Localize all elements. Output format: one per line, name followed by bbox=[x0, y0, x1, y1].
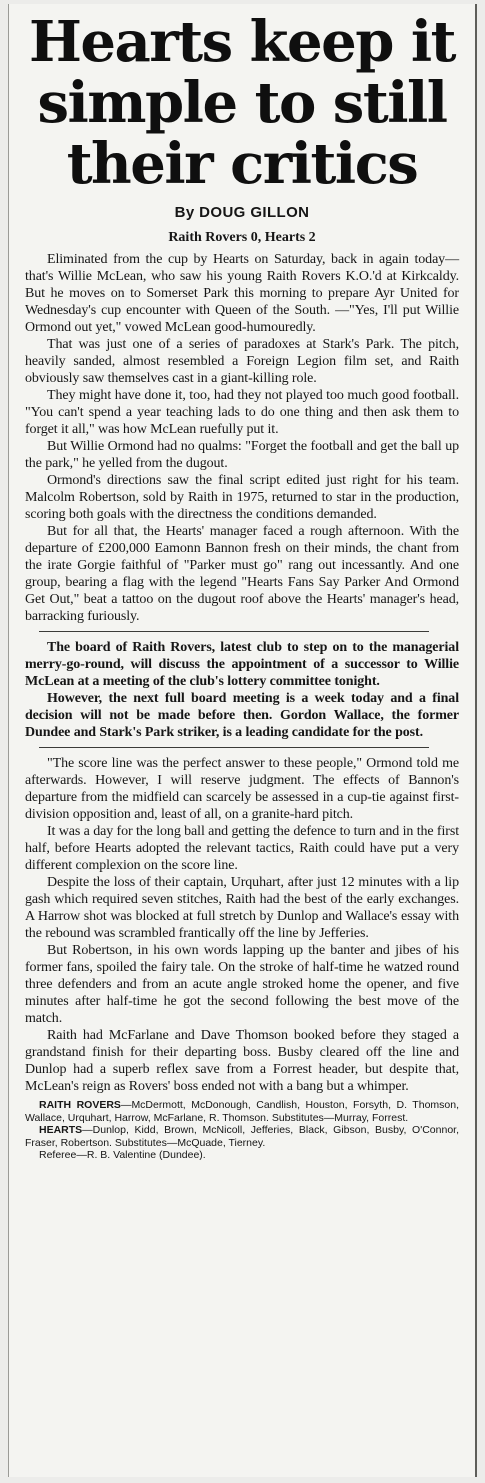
divider-rule bbox=[39, 631, 429, 632]
paragraph: That was just one of a series of paradoxes at Stark's Park. The pitch, heavily sanded, almost resembled a Foreign Legion film set, and Raith obviously saw themselves cast in a giant-killing role. bbox=[25, 337, 459, 386]
insert-paragraph: However, the next full board meeting is a week today and a final decision will not be made before then. Gordon Wallace, the former Dundee and Stark's Park striker, is a leading candidate for the post. bbox=[25, 691, 459, 740]
paragraph: "The score line was the perfect answer to these people," Ormond told me afterwards. However, I will reserve judgment. The effects of Bannon's departure from the midfield can scarcely be assessed in a cup-tie against first-division opposition and, least of all, on a granite-hard pitch. bbox=[25, 756, 459, 822]
newspaper-clipping bbox=[8, 4, 477, 1477]
news-insert bbox=[25, 639, 459, 741]
hearts-label: HEARTS bbox=[39, 1124, 83, 1136]
raith-label: RAITH ROVERS bbox=[39, 1099, 121, 1111]
team-lineups bbox=[25, 1099, 459, 1162]
headline-line-3: their critics bbox=[66, 131, 418, 197]
byline: By DOUG GILLON bbox=[174, 204, 310, 221]
raith-players: —McDermott, McDonough, Candlish, Houston, Forsyth, D. Thomson, Wallace, Urquhart, Harrow, McFarlane, R. Thomson. Substitutes—Murray, Forrest. bbox=[25, 1099, 459, 1124]
raith-lineup bbox=[25, 1099, 459, 1124]
paragraph: But Robertson, in his own words lapping up the banter and jibes of his former fans, spoiled the fairy tale. On the stroke of half-time he watzed round three defenders and from an acute angle stroked home the opener, and five minutes after half-time he got the second following the best move of the match. bbox=[25, 943, 459, 1026]
insert-paragraph: The board of Raith Rovers, latest club to step on to the managerial merry-go-round, will discuss the appointment of a successor to Willie McLean at a meeting of the club's lottery committee tonight. bbox=[25, 640, 459, 689]
score-line: Raith Rovers 0, Hearts 2 bbox=[168, 230, 316, 245]
paragraph: Eliminated from the cup by Hearts on Saturday, back in again today—that's Willie McLean, who saw his young Raith Rovers K.O.'d at Kirkcaldy. But he moves on to Somerset Park this morning to prepare Ayr United for Wednesday's cup encounter with Queen of the South. —"Yes, I'll put Willie Ormond out yet," vowed McLean good-humouredly. bbox=[25, 252, 459, 335]
headline-line-2: simple to still bbox=[37, 70, 447, 136]
hearts-lineup bbox=[25, 1124, 459, 1149]
paragraph: But Willie Ormond had no qualms: "Forget the football and get the ball up the park," he yelled from the dugout. bbox=[25, 439, 459, 471]
hearts-players: —Dunlop, Kidd, Brown, McNicoll, Jefferies, Black, Gibson, Busby, O'Connor, Fraser, Robertson. Substitutes—McQuade, Tierney. bbox=[25, 1124, 459, 1149]
referee: Referee—R. B. Valentine (Dundee). bbox=[39, 1149, 206, 1161]
headline bbox=[9, 9, 475, 197]
referee-line bbox=[25, 1149, 459, 1162]
divider-rule bbox=[39, 747, 429, 748]
paragraph: They might have done it, too, had they not played too much good football. "You can't spend a year teaching lads to do one thing and then ask them to forget it all," was how McLean ruefully put it. bbox=[25, 388, 459, 437]
article-body bbox=[9, 246, 475, 1162]
paragraph: Raith had McFarlane and Dave Thomson booked before they staged a grandstand finish for their departing boss. Busby cleared off the line and Dunlop had a superb reflex save from a Forrest header, but despite that, McLean's reign as Rovers' boss ended not with a bang but a whimper. bbox=[25, 1028, 459, 1094]
paragraph: It was a day for the long ball and getting the defence to turn and in the first half, before Hearts adopted the relevant tactics, Raith could have put a very different complexion on the score line. bbox=[25, 824, 459, 873]
paragraph: But for all that, the Hearts' manager faced a rough afternoon. With the departure of £200,000 Eamonn Bannon fresh on their minds, the chant from the irate Gorgie faithful of "Parker must go" rang out incessantly. And one group, bearing a flag with the legend "Hearts Fans Say Parker And Ormond Get Out," beat a tattoo on the dugout roof above the Hearts' manager's head, barracking furiously. bbox=[25, 524, 459, 624]
headline-line-1: Hearts keep it bbox=[28, 9, 456, 75]
paragraph: Despite the loss of their captain, Urquhart, after just 12 minutes with a lip gash which required seven stitches, Raith had the best of the early exchanges. A Harrow shot was blocked at full stretch by Dunlop and Wallace's essay with the rebound was scrambled frantically off the line by Jefferies. bbox=[25, 875, 459, 941]
paragraph: Ormond's directions saw the final script edited just right for his team. Malcolm Robertson, sold by Raith in 1975, returned to star in the production, scoring both goals with the directness the conditions demanded. bbox=[25, 473, 459, 522]
